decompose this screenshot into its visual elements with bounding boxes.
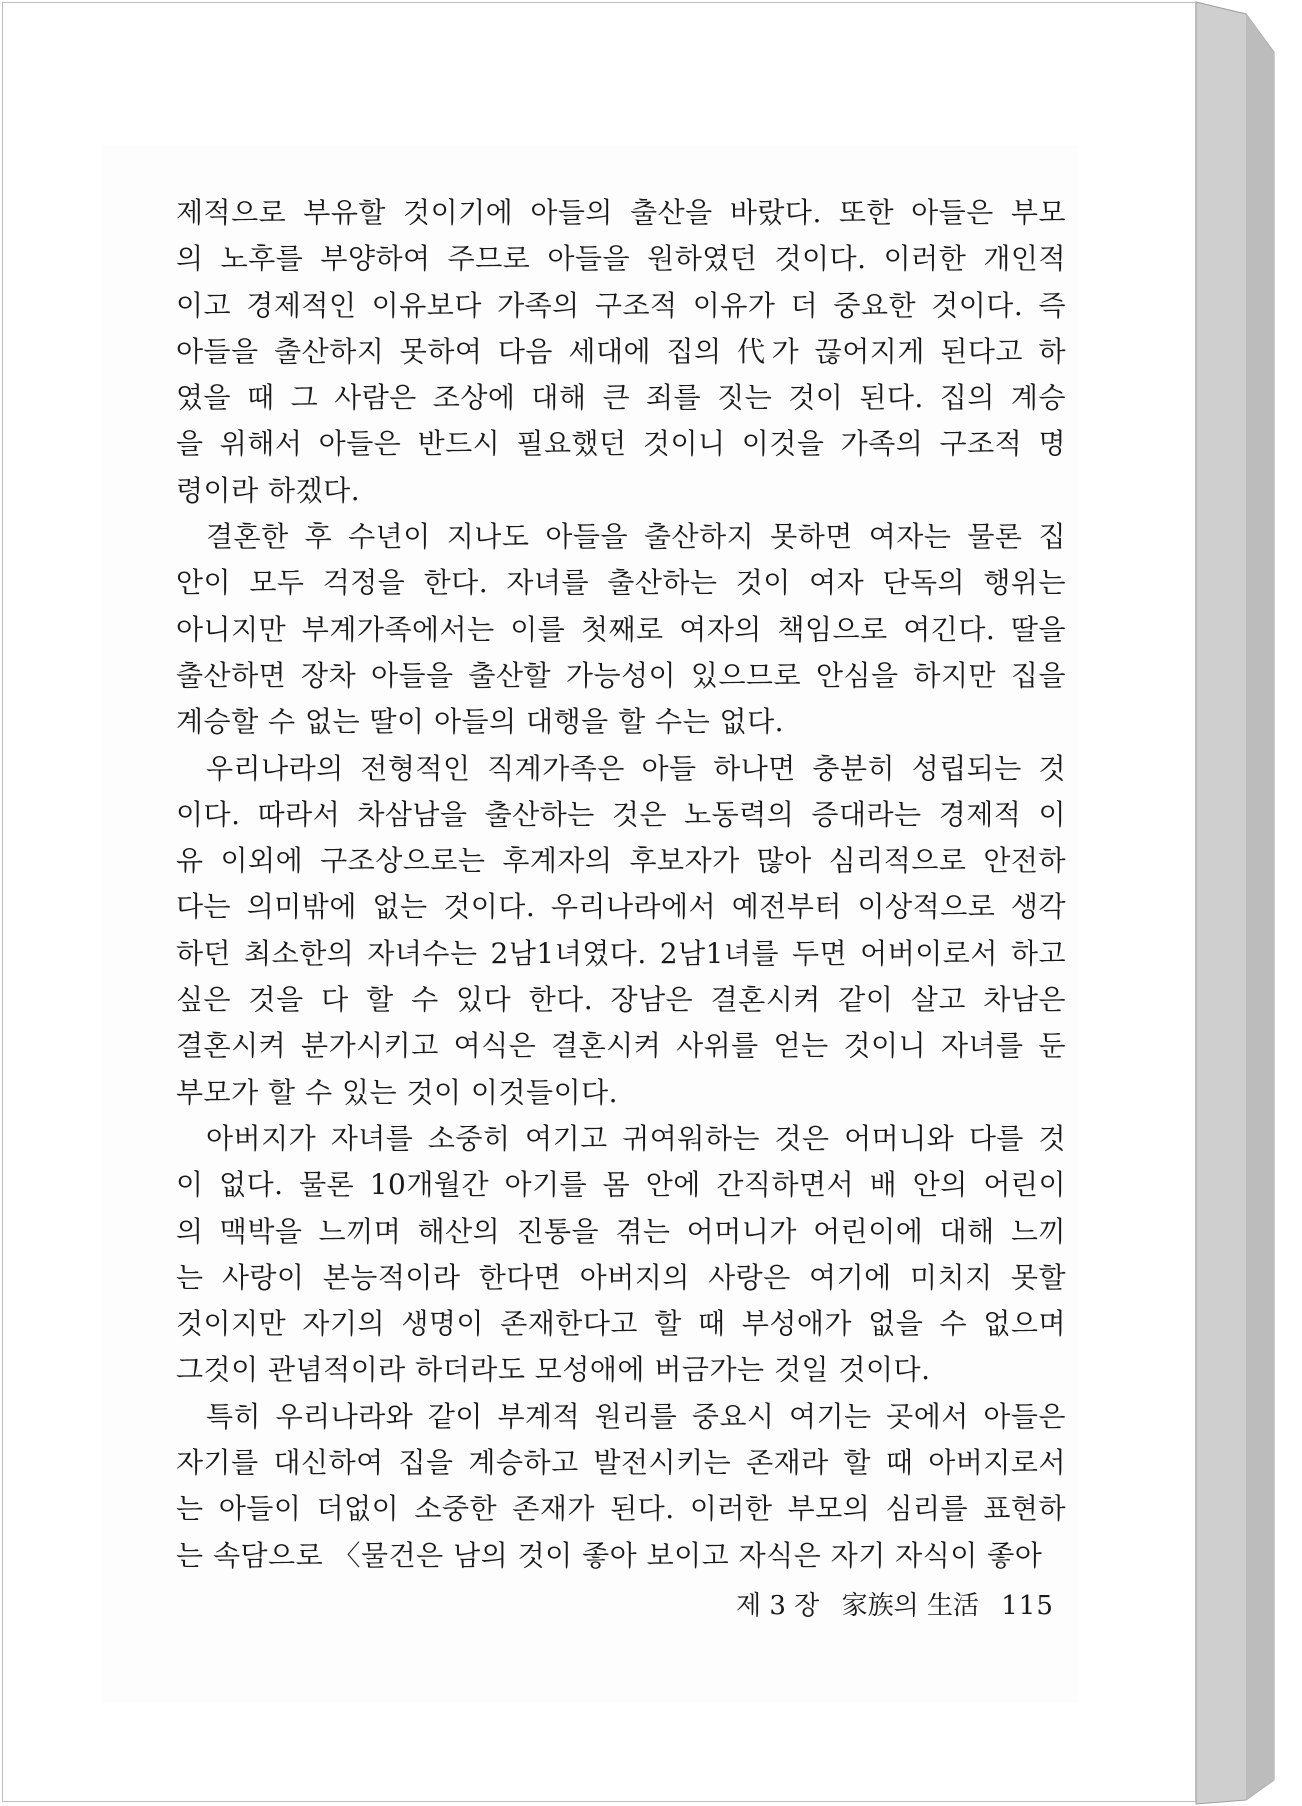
text-line: 이다. 따라서 차삼남을 출산하는 것은 노동력의 증대라는 경제적 이	[176, 797, 1066, 831]
text-line: 다는 의미밖에 없는 것이다. 우리나라에서 예전부터 이상적으로 생각	[176, 890, 1066, 924]
text-line: 이고 경제적인 이유보다 가족의 구조적 이유가 더 중요한 것이다. 즉	[176, 288, 1066, 322]
paragraph	[176, 1394, 1066, 1579]
paragraph	[176, 746, 1066, 1116]
paragraph	[176, 514, 1066, 745]
page-footer	[736, 1584, 1066, 1628]
text-line: 하던 최소한의 자녀수는 2남1녀였다. 2남1녀를 두면 어버이로서 하고	[176, 936, 1066, 970]
body-text	[176, 190, 1066, 1579]
text-line: 출산하면 장차 아들을 출산할 가능성이 있으므로 안심을 하지만 집을	[176, 658, 1066, 692]
text-line: 그것이 관념적이라 하더라도 모성애에 버금가는 것일 것이다.	[176, 1353, 931, 1387]
text-line: 안이 모두 걱정을 한다. 자녀를 출산하는 것이 여자 단독의 행위는	[176, 566, 1066, 600]
text-line: 특히 우리나라와 같이 부계적 원리를 중요시 여기는 곳에서 아들은	[206, 1399, 1066, 1433]
text-line: 것이지만 자기의 생명이 존재한다고 할 때 부성애가 없을 수 없으며	[176, 1307, 1066, 1341]
text-line: 였을 때 그 사람은 조상에 대해 큰 죄를 짓는 것이 된다. 집의 계승	[176, 381, 1066, 415]
text-line: 의 맥박을 느끼며 해산의 진통을 겪는 어머니가 어린이에 대해 느끼	[176, 1214, 1066, 1248]
text-line: 을 위해서 아들은 반드시 필요했던 것이니 이것을 가족의 구조적 명	[176, 427, 1066, 461]
text-line: 유 이외에 구조상으로는 후계자의 후보자가 많아 심리적으로 안전하	[176, 844, 1066, 878]
text-line: 아들을 출산하지 못하여 다음 세대에 집의 代가 끊어지게 된다고 하	[176, 334, 1066, 368]
text-line: 의 노후를 부양하여 주므로 아들을 원하였던 것이다. 이러한 개인적	[176, 242, 1066, 276]
text-line: 제적으로 부유할 것이기에 아들의 출산을 바랐다. 또한 아들은 부모	[176, 196, 1066, 229]
text-line: 는 속담으로 〈물건은 남의 것이 좋아 보이고 자식은 자기 자식이 좋아	[176, 1538, 1043, 1572]
text-line: 자기를 대신하여 집을 계승하고 발전시키는 존재라 할 때 아버지로서	[176, 1446, 1066, 1480]
paragraph	[176, 1116, 1066, 1394]
chapter-number: 제 3 장	[736, 1591, 820, 1621]
paragraph	[176, 190, 1066, 514]
text-line: 이 없다. 물론 10개월간 아기를 몸 안에 간직하면서 배 안의 어린이	[176, 1168, 1066, 1202]
text-line: 우리나라의 전형적인 직계가족은 아들 하나면 충분히 성립되는 것	[206, 751, 1066, 785]
text-line: 는 사랑이 본능적이라 한다면 아버지의 사랑은 여기에 미치지 못할	[176, 1260, 1066, 1294]
chapter-title: 家族의 生活	[841, 1591, 979, 1621]
text-line: 령이라 하겠다.	[176, 473, 361, 507]
text-line: 결혼한 후 수년이 지나도 아들을 출산하지 못하면 여자는 물론 집	[206, 520, 1066, 554]
text-line: 부모가 할 수 있는 것이 이것들이다.	[176, 1075, 619, 1109]
text-line: 아버지가 자녀를 소중히 여기고 귀여워하는 것은 어머니와 다를 것	[206, 1121, 1066, 1155]
text-line: 계승할 수 없는 딸이 아들의 대행을 할 수는 없다.	[176, 705, 785, 739]
text-line: 결혼시켜 분가시키고 여식은 결혼시켜 사위를 얻는 것이니 자녀를 둔	[176, 1029, 1066, 1063]
text-line: 싶은 것을 다 할 수 있다 한다. 장남은 결혼시켜 같이 살고 차남은	[176, 983, 1066, 1017]
text-line: 아니지만 부계가족에서는 이를 첫째로 여자의 책임으로 여긴다. 딸을	[176, 612, 1066, 646]
text-line: 는 아들이 더없이 소중한 존재가 된다. 이러한 부모의 심리를 표현하	[176, 1492, 1066, 1526]
page-number: 115	[1001, 1591, 1054, 1621]
